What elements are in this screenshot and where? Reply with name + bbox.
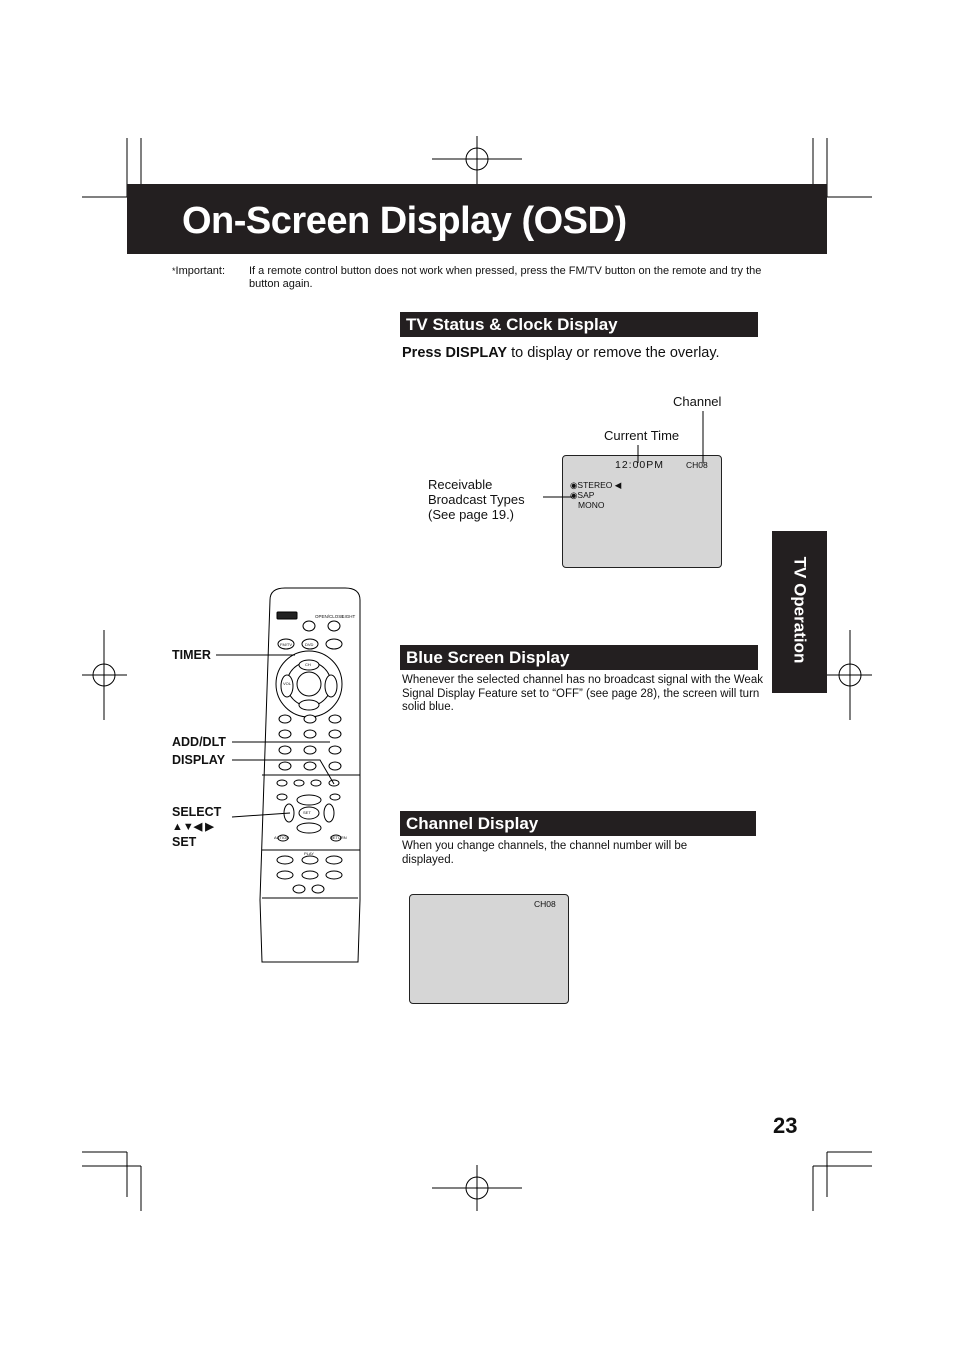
important-text: If a remote control button does not work when pressed, press the FM/TV button on the remote and try the button again. [249,265,762,290]
osd-time: 12:00PM [615,459,665,471]
remote-label-select: SELECT [172,805,222,819]
blue-screen-text: Whenever the selected channel has no broadcast signal with the Weak Signal Display Feature set to “OFF” (see page 28), the screen will turn solid blue. [402,674,763,713]
osd-channel: CH08 [686,460,708,470]
important-label: *Important: [172,265,226,277]
callout-broadcast-types: Receivable Broadcast Types (See page 19.) [428,477,525,522]
remote-vol-label: VOL [283,681,292,686]
side-tab-label: TV Operation [790,556,810,664]
remote-open-close-label: OPEN/CLOSE [315,614,345,619]
remote-fmtv-label: FM/TV [280,642,292,647]
remote-light-label: LIGHT [342,614,356,619]
callout-channel: Channel [673,394,722,409]
remote-return-label: RETURN [330,835,347,840]
radio-icon: ◉ [570,490,578,500]
remote-dvd-label: DVD [305,642,314,647]
channel-display-text: When you change channels, the channel number will be displayed. [402,840,688,866]
remote-ch-label: CH [305,662,311,667]
remote-label-timer: TIMER [172,648,211,662]
page-number: 23 [773,1113,798,1138]
callout-current-time: Current Time [604,428,680,443]
blue-screen-heading: Blue Screen Display [400,645,758,670]
radio-selected-icon: ◉ [570,480,578,490]
tv-status-heading: TV Status & Clock Display [400,312,758,337]
tv-status-instruction: Press DISPLAY to display or remove the overlay. [402,345,720,361]
channel-display-heading: Channel Display [400,811,756,836]
remote-action-label: ACTION [274,835,290,840]
remote-label-set: SET [172,835,197,849]
remote-label-display: DISPLAY [172,753,226,767]
page-title: On-Screen Display (OSD) [182,200,627,242]
remote-set-label: SET [303,810,311,815]
remote-play-label: PLAY [304,851,314,856]
remote-label-add-dlt: ADD/DLT [172,735,226,749]
arrow-left-icon: ◀ [614,480,622,490]
remote-label-arrows: ▲▼◀ ▶ [172,821,214,833]
osd-broadcast-list: ◉STEREO ◀ ◉SAP MONO [570,480,622,510]
osd-channel-number: CH08 [534,899,556,909]
